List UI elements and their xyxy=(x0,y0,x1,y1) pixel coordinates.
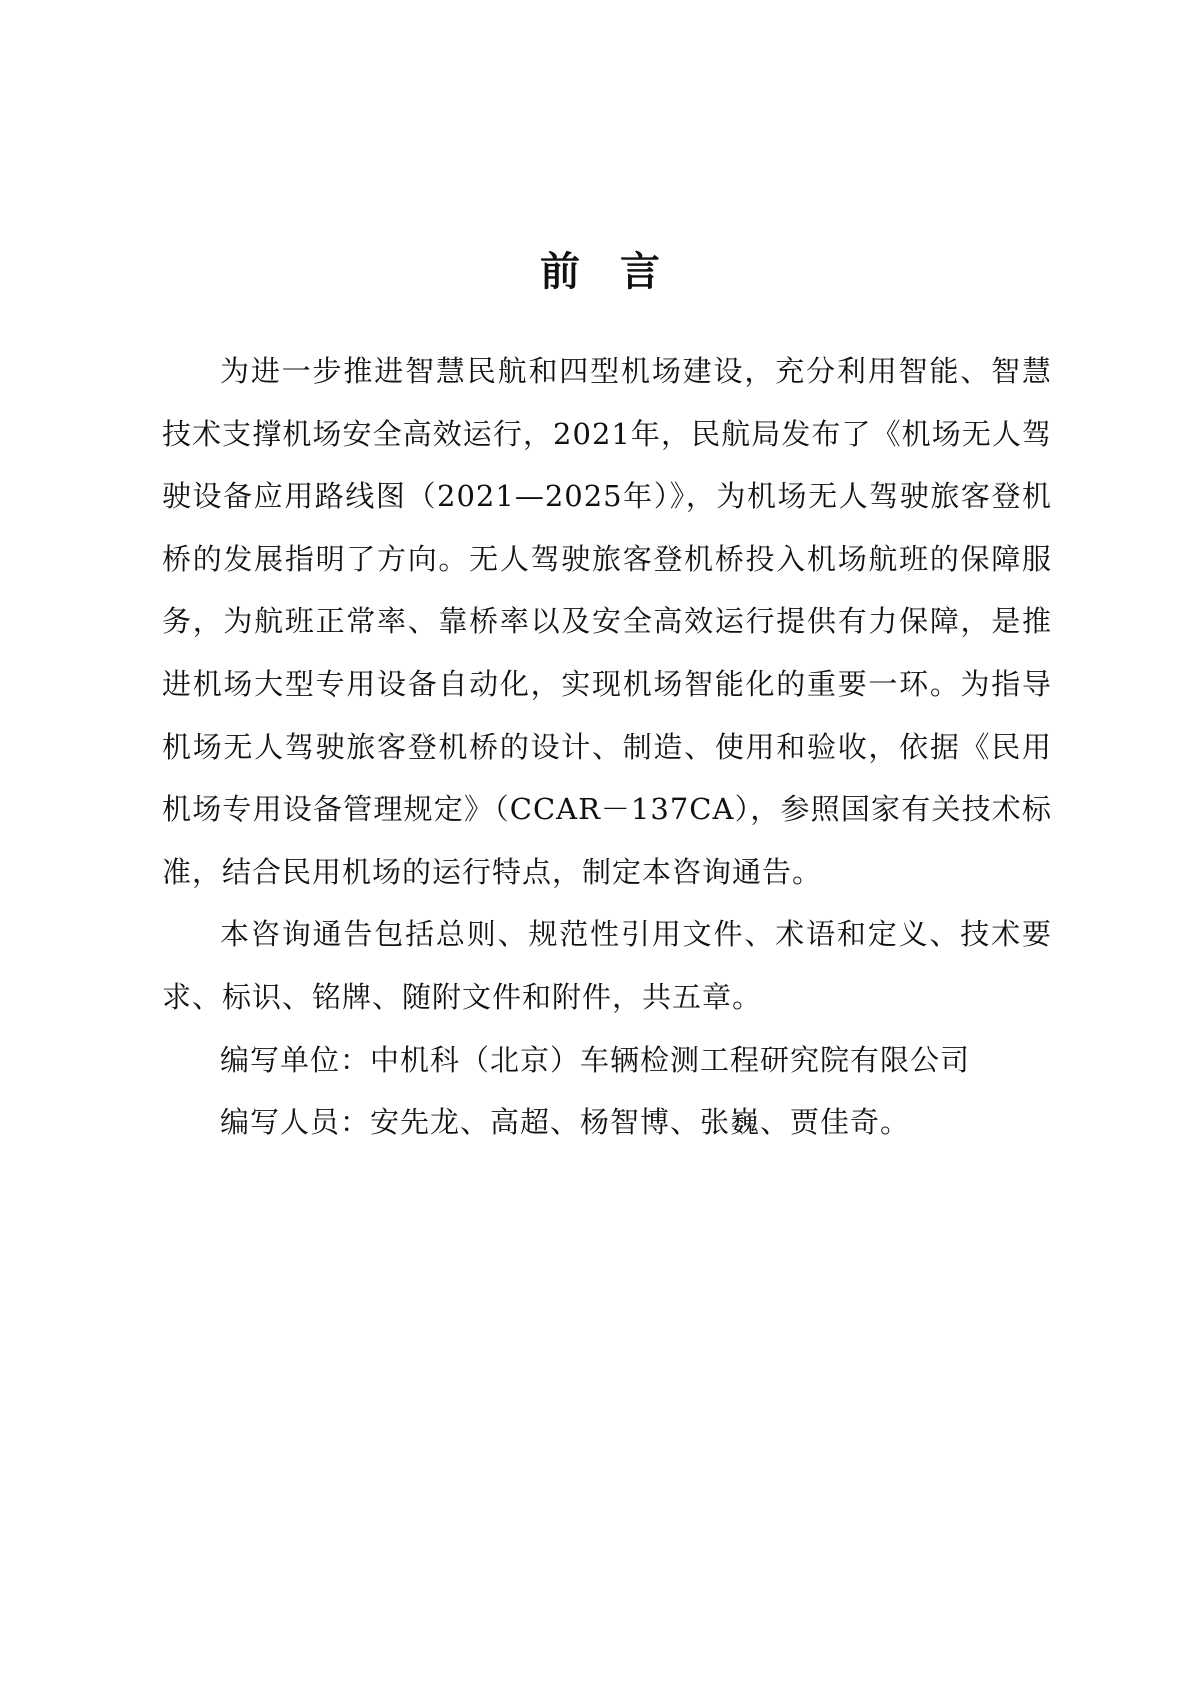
contents-paragraph: 本咨询通告包括总则、规范性引用文件、术语和定义、技术要求、标识、铭牌、随附文件和附件，共五章。 xyxy=(162,917,1052,1014)
author-unit-paragraph: 编写单位：中机科（北京）车辆检测工程研究院有限公司 xyxy=(220,1042,971,1077)
document-body xyxy=(162,340,1052,1154)
intro-paragraph: 为进一步推进智慧民航和四型机场建设，充分利用智能、智慧技术支撑机场安全高效运行，2021年，民航局发布了《机场无人驾驶设备应用路线图（2021—2025年）》，为机场无人驾驶旅客登机桥的发展指明了方向。无人驾驶旅客登机桥投入机场航班的保障服务，为航班正常率、靠桥率以及安全高效运行提供有力保障，是推进机场大型专用设备自动化，实现机场智能化的重要一环。为指导机场无人驾驶旅客登机桥的设计、制造、使用和验收，依据《民用机场专用设备管理规定》（CCAR－137CA），参照国家有关技术标准，结合民用机场的运行特点，制定本咨询通告。 xyxy=(162,354,1052,889)
authors-paragraph: 编写人员：安先龙、高超、杨智博、张巍、贾佳奇。 xyxy=(220,1105,911,1140)
page-title: 前 言 xyxy=(540,248,660,295)
